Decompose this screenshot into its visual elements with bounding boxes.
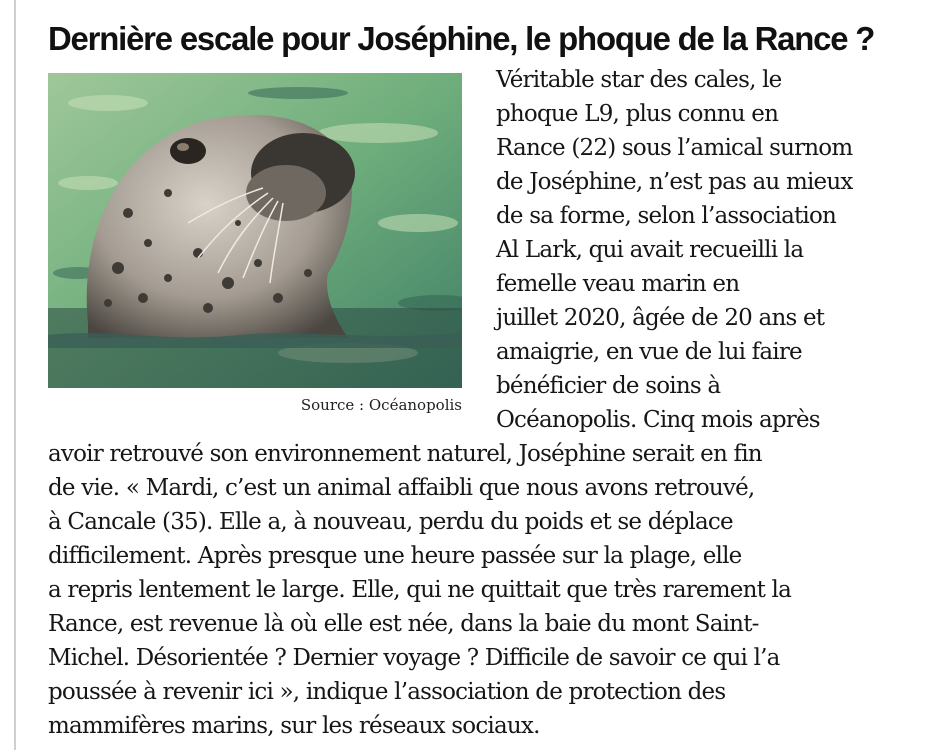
body-line: à Cancale (35). Elle a, à nouveau, perdu du poids et se déplace <box>48 509 733 535</box>
column-line: phoque L9, plus connu en <box>496 101 779 127</box>
column-line: Véritable star des cales, le <box>496 67 782 93</box>
seal-photo <box>48 73 462 388</box>
column-line: juillet 2020, âgée de 20 ans et <box>496 305 825 331</box>
body-line: mammifères marins, sur les réseaux sociaux. <box>48 713 540 739</box>
body-line: Rance, est revenue là où elle est née, dans la baie du mont Saint- <box>48 611 759 637</box>
column-line: bénéficier de soins à <box>496 373 721 399</box>
column-line: de Joséphine, n’est pas au mieux <box>496 169 853 195</box>
body-line: a repris lentement le large. Elle, qui ne quittait que très rarement la <box>48 577 792 603</box>
body-line: difficilement. Après presque une heure passée sur la plage, elle <box>48 543 742 569</box>
article-headline: Dernière escale pour Joséphine, le phoque de la Rance ? <box>48 20 875 57</box>
body-line: avoir retrouvé son environnement naturel, Joséphine serait en fin <box>48 441 762 467</box>
body-line: de vie. « Mardi, c’est un animal affaibli que nous avons retrouvé, <box>48 475 755 501</box>
column-line: Al Lark, qui avait recueilli la <box>496 237 804 263</box>
seal-image <box>48 73 462 388</box>
column-rule <box>14 0 16 750</box>
column-line: Océanopolis. Cinq mois après <box>496 407 820 433</box>
column-line: femelle veau marin en <box>496 271 740 297</box>
column-line: de sa forme, selon l’association <box>496 203 837 229</box>
column-line: amaigrie, en vue de lui faire <box>496 339 802 365</box>
body-line: Michel. Désorientée ? Dernier voyage ? Difficile de savoir ce qui l’a <box>48 645 780 671</box>
body-line: poussée à revenir ici », indique l’association de protection des <box>48 679 726 705</box>
photo-caption: Source : Océanopolis <box>300 396 462 414</box>
column-line: Rance (22) sous l’amical surnom <box>496 135 853 161</box>
